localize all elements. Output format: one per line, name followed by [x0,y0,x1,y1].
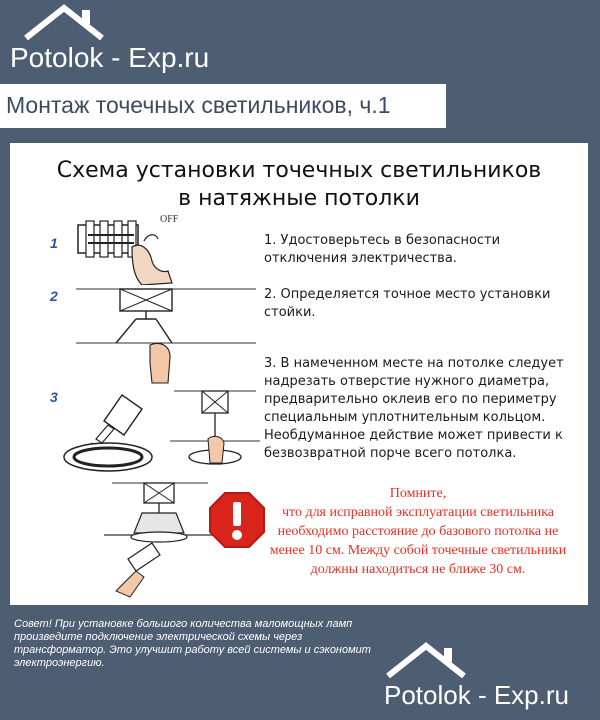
page-title: Монтаж точечных светильников, ч.1 [6,92,391,118]
step-text-3: 3. В намеченном месте на потолке следует надрезать отверстие нужного диаметра, предварительно оклеив его по периметру специальным уплотнительным кольцом. Необдуманное действие может привести к безвозвратной порче всего потолка. [264,356,564,461]
logo-bottom[interactable] [380,640,600,720]
switch-off-label: OFF [160,214,179,225]
card-heading [10,157,588,213]
step-number-2: 2 [50,288,58,304]
cutting-hole-illustration [170,387,260,471]
warning-note [268,484,568,579]
brand-name: Potolok - Exp.ru [10,42,210,73]
step-text-2: 2. Определяется точное место установки стойки. [264,287,551,320]
page-title-bar [0,84,446,128]
fixture-install-illustration [104,479,214,599]
warning-body: что для исправной эксплуатации светильника необходимо расстояние до базового потолка не менее 10 см. Между собой точечные светильники должны находиться не ближе 30 см. [269,505,567,577]
instruction-card [10,143,588,605]
step-text-1: 1. Удостоверьтесь в безопасности отключения электричества. [264,233,501,266]
warning-line-1: Помните, [389,486,447,501]
heading-line-2: в натяжные потолки [178,186,420,211]
house-roof-icon [382,640,482,678]
tip-text: Совет! При установке большого количества маломощных ламп произведите подключение электрической схемы через трансформатор. Это улучшит работу всей системы и сэкономит электроэнергию. [14,618,371,669]
logo-top[interactable] [6,0,236,82]
glue-ring-illustration [62,391,172,477]
exclamation-octagon-icon [208,491,266,549]
step-number-1: 1 [50,235,58,251]
stand-placement-illustration [76,283,256,388]
house-roof-icon [20,2,120,40]
brand-name-bottom: Potolok - Exp.ru [384,680,569,710]
heading-line-1: Схема установки точечных светильников [56,158,542,183]
step-number-3: 3 [50,389,58,405]
